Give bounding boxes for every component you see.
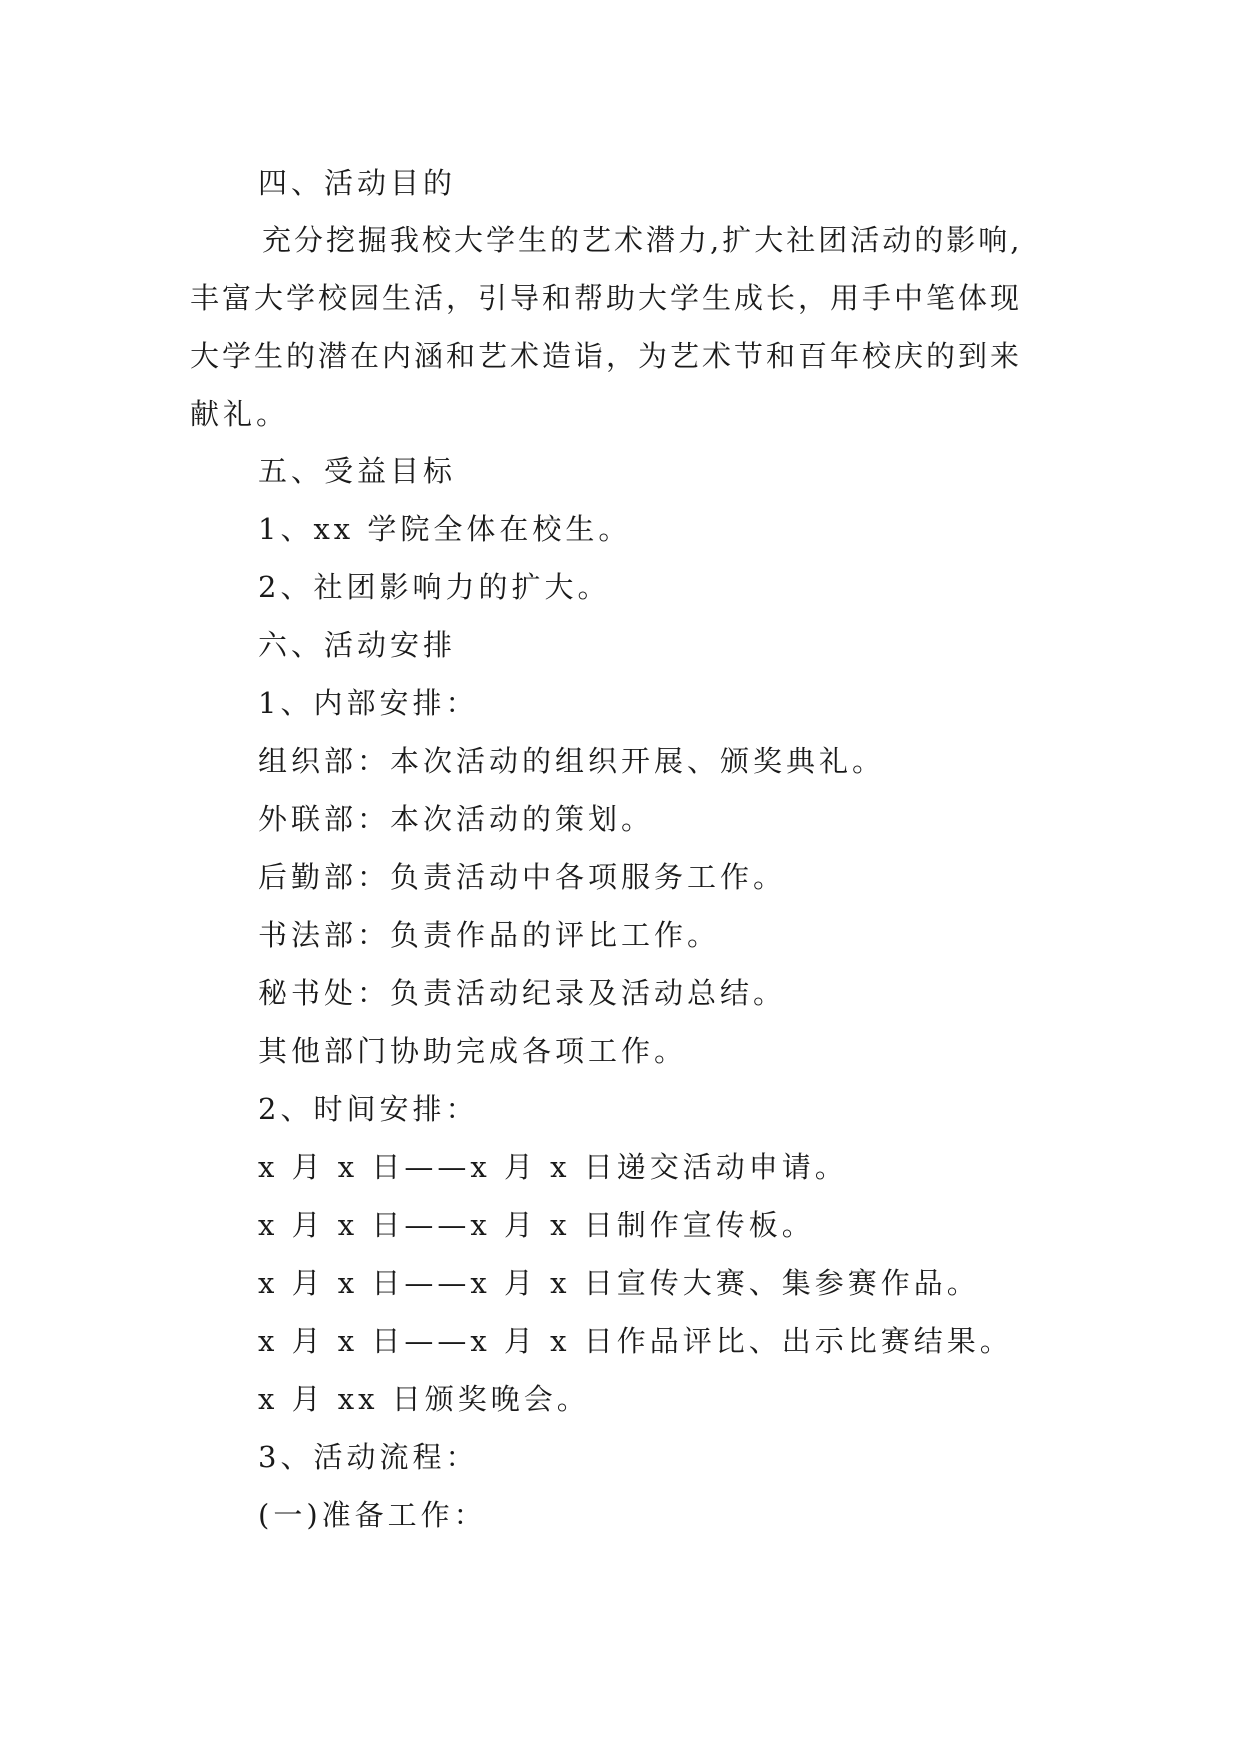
list-item: 1、xx 学院全体在校生。 [258, 512, 632, 546]
list-item: x 月 x 日——x 月 x 日制作宣传板。 [258, 1208, 815, 1242]
paragraph-line: 大学生的潜在内涵和艺术造诣，为艺术节和百年校庆的到来 [190, 339, 1023, 373]
subsection-heading: 1、内部安排： [258, 686, 479, 720]
section-heading: 四、活动目的 [258, 166, 457, 200]
paragraph-line: 丰富大学校园生活，引导和帮助大学生成长，用手中笔体现 [190, 281, 1023, 315]
list-item: x 月 xx 日颁奖晚会。 [258, 1382, 590, 1416]
paragraph-line: 充分挖掘我校大学生的艺术潜力,扩大社团活动的影响, [262, 223, 1023, 257]
subsection-heading: 3、活动流程： [258, 1440, 479, 1474]
list-item: 2、社团影响力的扩大。 [258, 570, 611, 604]
list-item: 外联部：本次活动的策划。 [258, 802, 655, 836]
list-item: x 月 x 日——x 月 x 日递交活动申请。 [258, 1150, 848, 1184]
paragraph-line: 献礼。 [190, 397, 290, 431]
subsection-heading: (一)准备工作： [258, 1498, 487, 1532]
subsection-heading: 2、时间安排： [258, 1092, 479, 1126]
list-item: x 月 x 日——x 月 x 日作品评比、出示比赛结果。 [258, 1324, 1013, 1358]
list-item: 秘书处：负责活动纪录及活动总结。 [258, 976, 787, 1010]
list-item: 后勤部：负责活动中各项服务工作。 [258, 860, 787, 894]
list-item: x 月 x 日——x 月 x 日宣传大赛、集参赛作品。 [258, 1266, 980, 1300]
list-item: 其他部门协助完成各项工作。 [258, 1034, 688, 1068]
list-item: 组织部：本次活动的组织开展、颁奖典礼。 [258, 744, 886, 778]
section-heading: 六、活动安排 [258, 628, 457, 662]
list-item: 书法部：负责作品的评比工作。 [258, 918, 721, 952]
section-heading: 五、受益目标 [258, 454, 457, 488]
